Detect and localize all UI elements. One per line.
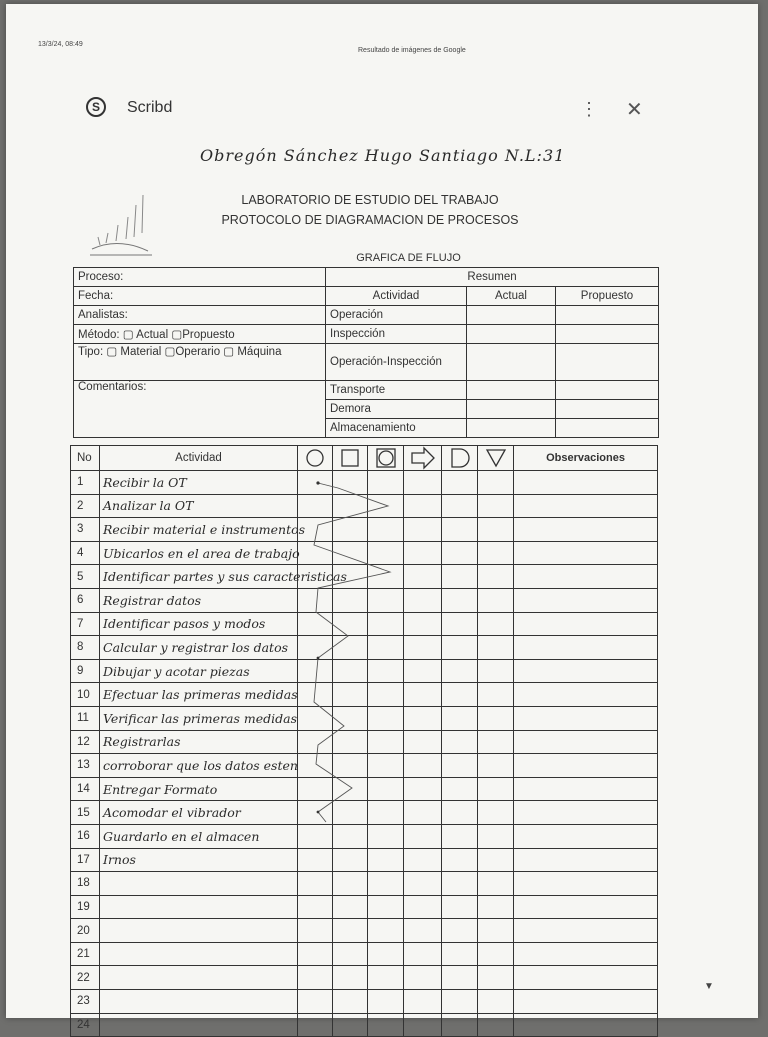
col-actividad: Actividad xyxy=(100,446,298,471)
symbol-cell xyxy=(368,777,404,801)
print-source: Resultado de imágenes de Google xyxy=(358,47,466,54)
symbol-cell xyxy=(368,683,404,707)
col-no: No xyxy=(71,446,100,471)
symbol-cell xyxy=(333,895,368,919)
doc-title-line2: PROTOCOLO DE DIAGRAMACION DE PROCESOS xyxy=(221,213,519,227)
symbol-cell xyxy=(298,1013,333,1037)
symbol-cell xyxy=(404,565,442,589)
table-row xyxy=(71,659,658,683)
symbol-cell xyxy=(333,612,368,636)
symbol-cell xyxy=(333,683,368,707)
row-number: 10 xyxy=(71,683,100,707)
row-number: 18 xyxy=(71,872,100,896)
symbol-cell xyxy=(478,612,514,636)
row-number: 15 xyxy=(71,801,100,825)
symbol-cell xyxy=(298,824,333,848)
table-row xyxy=(71,494,658,518)
symbol-cell xyxy=(404,872,442,896)
row-number: 8 xyxy=(71,636,100,660)
symbol-cell xyxy=(404,895,442,919)
row-activity: Acomodar el vibrador xyxy=(100,801,298,825)
row-number: 19 xyxy=(71,895,100,919)
row-number: 4 xyxy=(71,541,100,565)
row-number: 20 xyxy=(71,919,100,943)
scribd-logo-icon: S xyxy=(86,97,106,117)
symbol-cell xyxy=(478,683,514,707)
row-activity xyxy=(100,1013,298,1037)
symbol-cell xyxy=(298,636,333,660)
symbol-cell xyxy=(298,895,333,919)
symbol-cell xyxy=(333,494,368,518)
symbol-cell xyxy=(478,730,514,754)
table-row xyxy=(71,706,658,730)
row-activity: corroborar que los datos esten xyxy=(100,754,298,778)
observation-cell xyxy=(514,518,658,542)
observation-cell xyxy=(514,848,658,872)
symbol-cell xyxy=(333,990,368,1014)
table-row xyxy=(71,824,658,848)
observation-cell xyxy=(514,730,658,754)
symbol-cell xyxy=(404,683,442,707)
symbol-cell xyxy=(404,966,442,990)
combined-operation-inspection-icon xyxy=(368,446,404,471)
observation-cell xyxy=(514,494,658,518)
symbol-cell xyxy=(404,471,442,495)
symbol-cell xyxy=(333,518,368,542)
row-number: 2 xyxy=(71,494,100,518)
symbol-cell xyxy=(404,612,442,636)
row-number: 21 xyxy=(71,942,100,966)
delay-d-icon xyxy=(442,446,478,471)
symbol-cell xyxy=(333,942,368,966)
table-row xyxy=(71,541,658,565)
symbol-cell xyxy=(442,895,478,919)
metodo-field: Método: ▢ Actual ▢Propuesto xyxy=(74,325,326,344)
symbol-cell xyxy=(478,872,514,896)
observation-cell xyxy=(514,588,658,612)
symbol-cell xyxy=(368,612,404,636)
row-number: 23 xyxy=(71,990,100,1014)
symbol-cell xyxy=(333,636,368,660)
symbol-cell xyxy=(333,541,368,565)
symbol-cell xyxy=(442,990,478,1014)
observation-cell xyxy=(514,990,658,1014)
operation-circle-icon xyxy=(298,446,333,471)
analistas-field: Analistas: xyxy=(74,306,326,325)
symbol-cell xyxy=(442,919,478,943)
symbol-cell xyxy=(368,636,404,660)
symbol-cell xyxy=(442,966,478,990)
symbol-cell xyxy=(442,872,478,896)
table-row xyxy=(71,919,658,943)
symbol-cell xyxy=(404,1013,442,1037)
table-row xyxy=(71,872,658,896)
observation-cell xyxy=(514,895,658,919)
chart-title: GRAFICA DE FLUJO xyxy=(356,252,461,264)
symbol-cell xyxy=(478,494,514,518)
symbol-cell xyxy=(368,730,404,754)
symbol-cell xyxy=(442,541,478,565)
observation-cell xyxy=(514,801,658,825)
symbol-cell xyxy=(368,471,404,495)
table-row xyxy=(71,777,658,801)
symbol-cell xyxy=(478,636,514,660)
symbol-cell xyxy=(478,895,514,919)
observation-cell xyxy=(514,659,658,683)
row-activity xyxy=(100,919,298,943)
symbol-cell xyxy=(333,588,368,612)
symbol-cell xyxy=(368,706,404,730)
symbol-cell xyxy=(368,966,404,990)
symbol-cell xyxy=(333,848,368,872)
row-number: 6 xyxy=(71,588,100,612)
symbol-cell xyxy=(404,659,442,683)
table-row xyxy=(71,1013,658,1037)
table-row xyxy=(71,848,658,872)
symbol-cell xyxy=(333,754,368,778)
table-row xyxy=(71,683,658,707)
symbol-cell xyxy=(442,730,478,754)
print-timestamp: 13/3/24, 08:49 xyxy=(38,41,83,48)
table-row xyxy=(71,518,658,542)
scroll-down-triangle-icon[interactable]: ▼ xyxy=(704,981,714,992)
symbol-cell xyxy=(333,919,368,943)
row-number: 7 xyxy=(71,612,100,636)
symbol-cell xyxy=(442,471,478,495)
symbol-cell xyxy=(442,754,478,778)
symbol-cell xyxy=(368,565,404,589)
symbol-cell xyxy=(368,541,404,565)
row-number: 17 xyxy=(71,848,100,872)
row-number: 24 xyxy=(71,1013,100,1037)
symbol-cell xyxy=(298,706,333,730)
symbol-cell xyxy=(298,659,333,683)
student-name: Obregón Sánchez Hugo Santiago N.L:31 xyxy=(200,146,566,165)
symbol-cell xyxy=(333,659,368,683)
observation-cell xyxy=(514,1013,658,1037)
symbol-cell xyxy=(478,541,514,565)
row-activity xyxy=(100,942,298,966)
observation-cell xyxy=(514,872,658,896)
comentarios-field: Comentarios: xyxy=(74,381,326,438)
col-observaciones: Observaciones xyxy=(514,446,658,471)
table-row xyxy=(71,588,658,612)
symbol-cell xyxy=(368,659,404,683)
table-row xyxy=(71,942,658,966)
symbol-cell xyxy=(442,565,478,589)
row-activity xyxy=(100,966,298,990)
resumen-header: Resumen xyxy=(326,268,659,287)
row-number: 22 xyxy=(71,966,100,990)
symbol-cell xyxy=(298,494,333,518)
row-activity: Registrarlas xyxy=(100,730,298,754)
observation-cell xyxy=(514,612,658,636)
observation-cell xyxy=(514,942,658,966)
proceso-field: Proceso: xyxy=(74,268,326,287)
symbol-cell xyxy=(368,1013,404,1037)
row-activity: Efectuar las primeras medidas xyxy=(100,683,298,707)
symbol-cell xyxy=(333,706,368,730)
symbol-cell xyxy=(478,565,514,589)
row-activity: Analizar la OT xyxy=(100,494,298,518)
row-activity xyxy=(100,895,298,919)
symbol-cell xyxy=(442,706,478,730)
symbol-cell xyxy=(333,872,368,896)
row-activity: Calcular y registrar los datos xyxy=(100,636,298,660)
row-number: 12 xyxy=(71,730,100,754)
symbol-cell xyxy=(478,588,514,612)
symbol-cell xyxy=(298,966,333,990)
observation-cell xyxy=(514,754,658,778)
symbol-cell xyxy=(442,801,478,825)
symbol-cell xyxy=(442,848,478,872)
symbol-cell xyxy=(368,990,404,1014)
observation-cell xyxy=(514,777,658,801)
observation-cell xyxy=(514,706,658,730)
symbol-cell xyxy=(404,730,442,754)
symbol-cell xyxy=(298,612,333,636)
table-row xyxy=(71,730,658,754)
row-activity: Entregar Formato xyxy=(100,777,298,801)
symbol-cell xyxy=(442,942,478,966)
symbol-cell xyxy=(404,588,442,612)
row-activity: Dibujar y acotar piezas xyxy=(100,659,298,683)
symbol-cell xyxy=(298,588,333,612)
observation-cell xyxy=(514,471,658,495)
resumen-row-transporte: Transporte xyxy=(326,381,467,400)
flow-chart-table xyxy=(70,445,658,1037)
symbol-cell xyxy=(478,471,514,495)
symbol-cell xyxy=(368,518,404,542)
col-actual: Actual xyxy=(467,287,556,306)
doc-title-line1: LABORATORIO DE ESTUDIO DEL TRABAJO xyxy=(241,193,499,207)
symbol-cell xyxy=(298,754,333,778)
symbol-cell xyxy=(298,942,333,966)
symbol-cell xyxy=(442,612,478,636)
symbol-cell xyxy=(404,942,442,966)
symbol-cell xyxy=(298,730,333,754)
symbol-cell xyxy=(368,494,404,518)
symbol-cell xyxy=(404,541,442,565)
symbol-cell xyxy=(478,777,514,801)
symbol-cell xyxy=(478,518,514,542)
symbol-cell xyxy=(368,848,404,872)
symbol-cell xyxy=(442,824,478,848)
row-activity: Identificar partes y sus caracteristicas xyxy=(100,565,298,589)
row-activity: Guardarlo en el almacen xyxy=(100,824,298,848)
row-number: 14 xyxy=(71,777,100,801)
table-row xyxy=(71,754,658,778)
symbol-cell xyxy=(333,966,368,990)
observation-cell xyxy=(514,966,658,990)
row-number: 1 xyxy=(71,471,100,495)
row-number: 16 xyxy=(71,824,100,848)
row-number: 11 xyxy=(71,706,100,730)
symbol-cell xyxy=(478,942,514,966)
symbol-cell xyxy=(478,706,514,730)
table-row xyxy=(71,471,658,495)
symbol-cell xyxy=(442,494,478,518)
table-row xyxy=(71,636,658,660)
symbol-cell xyxy=(478,848,514,872)
symbol-cell xyxy=(298,990,333,1014)
symbol-cell xyxy=(478,801,514,825)
symbol-cell xyxy=(298,541,333,565)
transport-arrow-icon xyxy=(404,446,442,471)
symbol-cell xyxy=(368,872,404,896)
symbol-cell xyxy=(298,848,333,872)
symbol-cell xyxy=(368,895,404,919)
row-activity xyxy=(100,990,298,1014)
observation-cell xyxy=(514,824,658,848)
resumen-row-operacion: Operación xyxy=(326,306,467,325)
symbol-cell xyxy=(404,777,442,801)
fecha-field: Fecha: xyxy=(74,287,326,306)
table-row xyxy=(71,612,658,636)
symbol-cell xyxy=(478,966,514,990)
symbol-cell xyxy=(298,683,333,707)
resumen-row-operacion-inspeccion: Operación-Inspección xyxy=(326,344,467,381)
symbol-cell xyxy=(442,588,478,612)
symbol-cell xyxy=(442,636,478,660)
symbol-cell xyxy=(368,801,404,825)
resumen-row-almacenamiento: Almacenamiento xyxy=(326,419,467,438)
table-row xyxy=(71,895,658,919)
row-number: 3 xyxy=(71,518,100,542)
symbol-cell xyxy=(478,824,514,848)
observation-cell xyxy=(514,636,658,660)
symbol-cell xyxy=(298,777,333,801)
symbol-cell xyxy=(333,801,368,825)
resumen-row-inspeccion: Inspección xyxy=(326,325,467,344)
row-activity: Identificar pasos y modos xyxy=(100,612,298,636)
table-row xyxy=(71,801,658,825)
inspection-square-icon xyxy=(333,446,368,471)
symbol-cell xyxy=(404,990,442,1014)
symbol-cell xyxy=(478,990,514,1014)
table-row xyxy=(71,990,658,1014)
symbol-cell xyxy=(442,777,478,801)
lab-logo-sketch xyxy=(88,193,158,263)
symbol-cell xyxy=(298,801,333,825)
observation-cell xyxy=(514,565,658,589)
row-number: 9 xyxy=(71,659,100,683)
symbol-cell xyxy=(404,919,442,943)
symbol-cell xyxy=(442,659,478,683)
scribd-app-name: Scribd xyxy=(127,99,173,116)
close-icon[interactable]: ✕ xyxy=(626,99,643,121)
col-propuesto: Propuesto xyxy=(556,287,659,306)
symbol-cell xyxy=(404,754,442,778)
symbol-cell xyxy=(404,824,442,848)
symbol-cell xyxy=(368,942,404,966)
storage-triangle-icon xyxy=(478,446,514,471)
symbol-cell xyxy=(298,919,333,943)
col-actividad-resumen: Actividad xyxy=(326,287,467,306)
symbol-cell xyxy=(333,730,368,754)
symbol-cell xyxy=(478,659,514,683)
observation-cell xyxy=(514,919,658,943)
row-activity: Verificar las primeras medidas xyxy=(100,706,298,730)
symbol-cell xyxy=(404,518,442,542)
table-row xyxy=(71,565,658,589)
row-activity xyxy=(100,872,298,896)
row-activity: Recibir la OT xyxy=(100,471,298,495)
symbol-cell xyxy=(333,471,368,495)
more-vertical-icon[interactable]: ⋮ xyxy=(580,99,598,119)
symbol-cell xyxy=(404,494,442,518)
resumen-row-demora: Demora xyxy=(326,400,467,419)
symbol-cell xyxy=(442,518,478,542)
symbol-cell xyxy=(368,588,404,612)
symbol-cell xyxy=(478,754,514,778)
symbol-cell xyxy=(404,801,442,825)
symbol-cell xyxy=(442,683,478,707)
symbol-cell xyxy=(404,706,442,730)
symbol-cell xyxy=(333,777,368,801)
row-activity: Ubicarlos en el area de trabajo xyxy=(100,541,298,565)
row-number: 13 xyxy=(71,754,100,778)
process-info-table xyxy=(73,267,659,438)
symbol-cell xyxy=(298,471,333,495)
symbol-cell xyxy=(478,1013,514,1037)
symbol-cell xyxy=(368,824,404,848)
row-activity: Recibir material e instrumentos xyxy=(100,518,298,542)
observation-cell xyxy=(514,541,658,565)
row-activity: Irnos xyxy=(100,848,298,872)
symbol-cell xyxy=(368,919,404,943)
table-row xyxy=(71,966,658,990)
symbol-cell xyxy=(404,636,442,660)
row-number: 5 xyxy=(71,565,100,589)
symbol-cell xyxy=(478,919,514,943)
tipo-field: Tipo: ▢ Material ▢Operario ▢ Máquina xyxy=(74,344,326,381)
symbol-cell xyxy=(333,1013,368,1037)
symbol-cell xyxy=(333,824,368,848)
row-activity: Registrar datos xyxy=(100,588,298,612)
observation-cell xyxy=(514,683,658,707)
symbol-cell xyxy=(404,848,442,872)
symbol-cell xyxy=(298,872,333,896)
symbol-cell xyxy=(442,1013,478,1037)
symbol-cell xyxy=(368,754,404,778)
